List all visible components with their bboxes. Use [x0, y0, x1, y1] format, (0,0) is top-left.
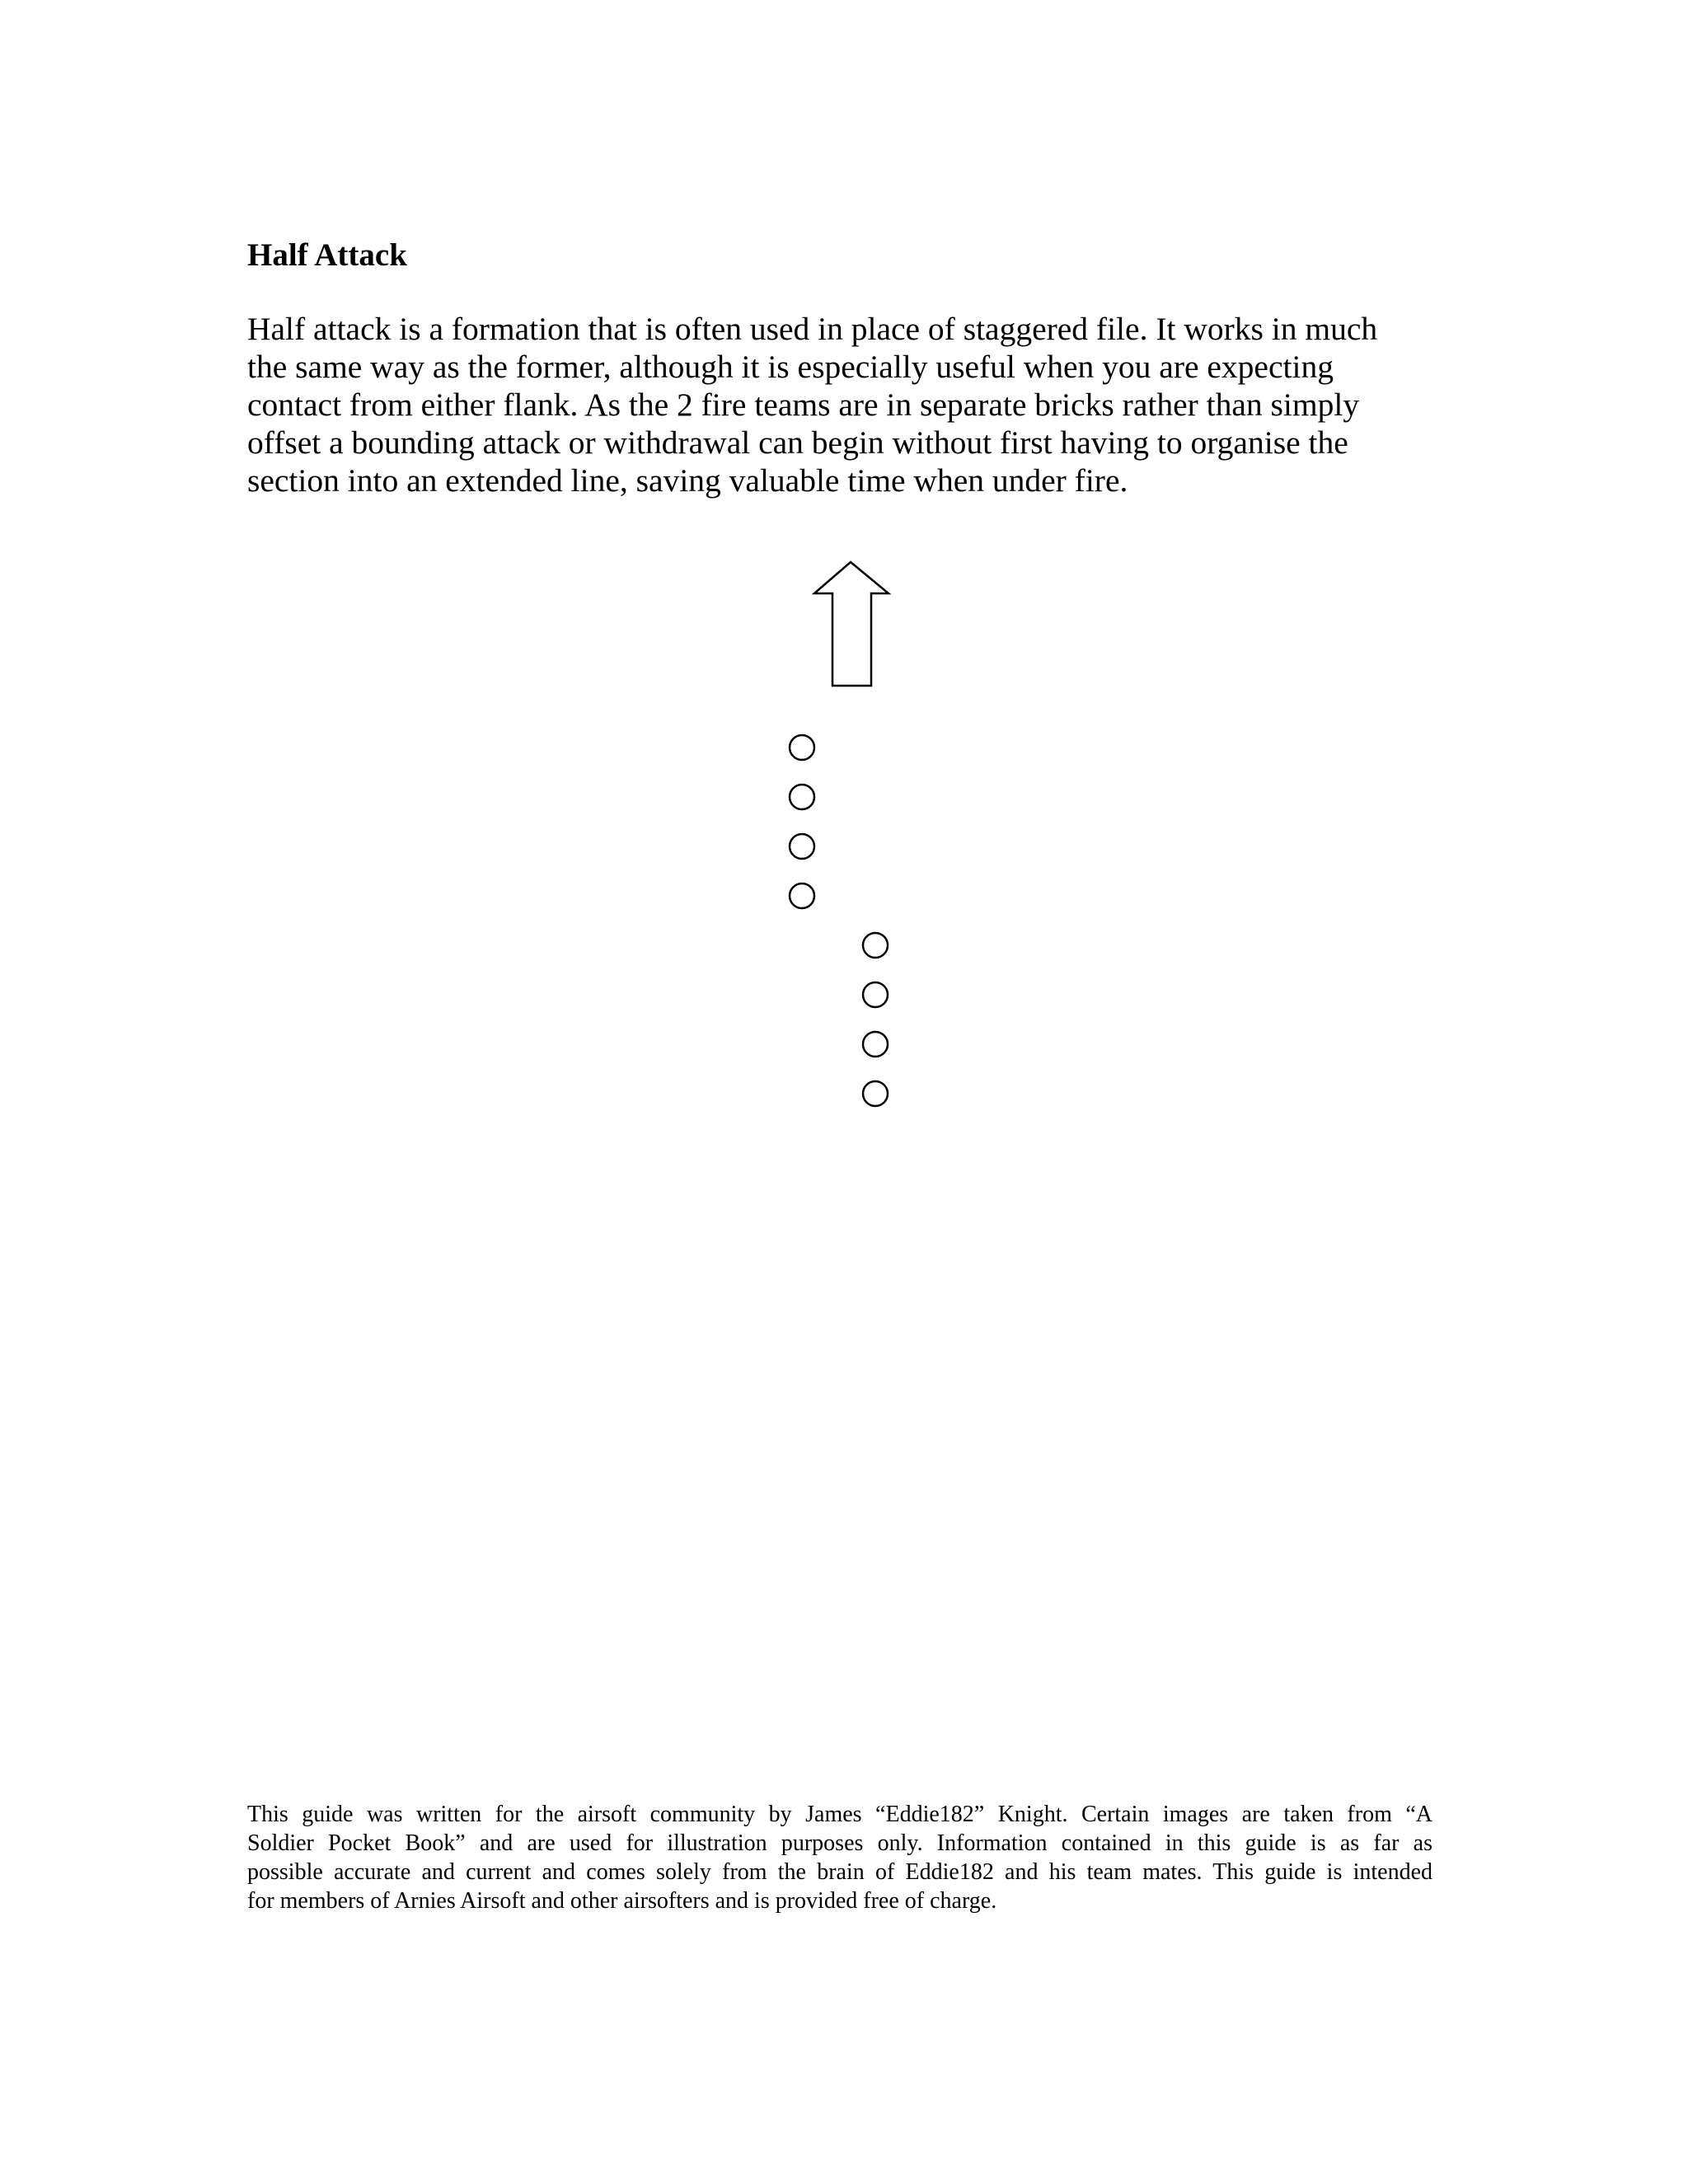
arrow-up-icon — [814, 562, 889, 686]
section-heading: Half Attack — [247, 237, 407, 273]
footer-line: Soldier Pocket Book” and are used for illustration purposes only. Information contained in this guide is as far as — [247, 1830, 1432, 1856]
soldier-marker — [863, 1032, 888, 1057]
paragraph-line: the same way as the former, although it is especially useful when you are expecting — [247, 349, 1334, 385]
paragraph-line: Half attack is a formation that is often used in place of staggered file. It works in much — [247, 311, 1378, 347]
soldier-marker — [790, 834, 814, 859]
soldier-marker — [863, 982, 888, 1007]
fire-team-2 — [863, 933, 888, 1106]
paragraph-line: offset a bounding attack or withdrawal can begin without first having to organise the — [247, 424, 1348, 461]
soldier-marker — [863, 933, 888, 958]
soldier-marker — [863, 1081, 888, 1106]
fire-team-1 — [790, 735, 814, 908]
footer-disclaimer — [247, 1800, 1432, 1915]
footer-line: possible accurate and current and comes solely from the brain of Eddie182 and his team mates. This guide is intended — [247, 1859, 1432, 1885]
footer-line: This guide was written for the airsoft community by James “Eddie182” Knight. Certain images are taken from “A — [247, 1802, 1432, 1827]
footer-line: for members of Arnies Airsoft and other airsofters and is provided free of charge. — [247, 1888, 997, 1914]
soldier-marker — [790, 735, 814, 760]
soldier-marker — [790, 785, 814, 809]
soldier-marker — [790, 883, 814, 908]
paragraph-line: section into an extended line, saving valuable time when under fire. — [247, 462, 1128, 499]
paragraph-line: contact from either flank. As the 2 fire teams are in separate bricks rather than simply — [247, 387, 1360, 423]
